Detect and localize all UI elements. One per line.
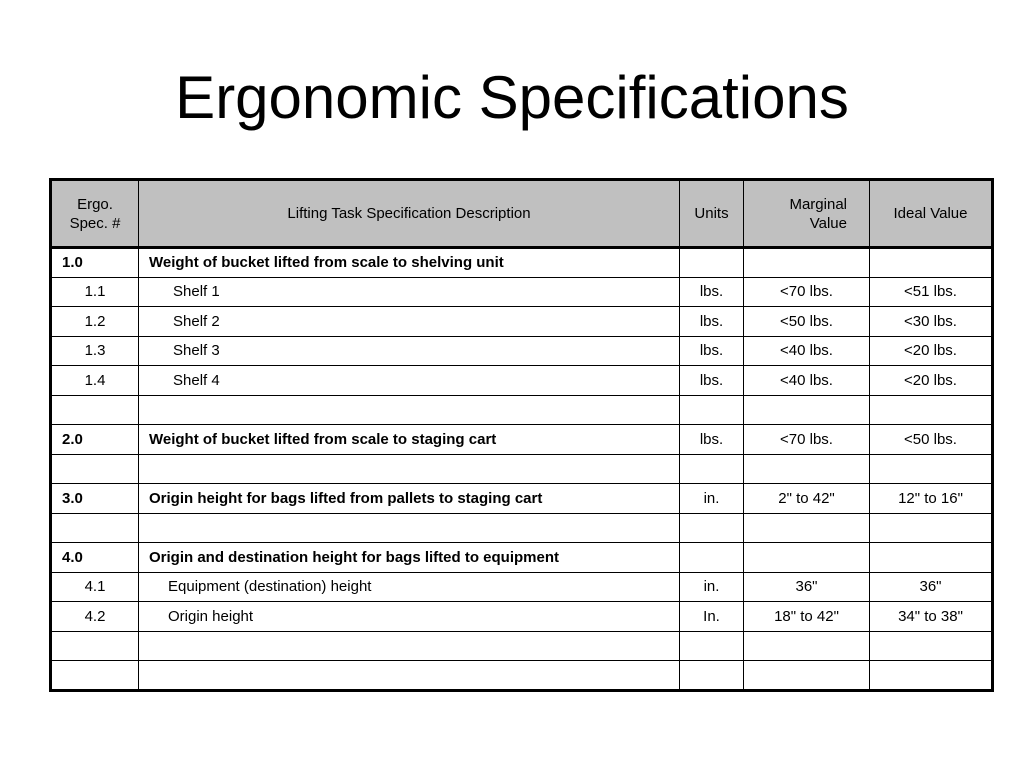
table-row-empty [51,631,993,661]
spec-number-cell [51,513,139,543]
description-cell [139,454,680,484]
marginal-value-cell: <40 lbs. [744,336,870,366]
ideal-value-cell [870,454,993,484]
description-cell: Shelf 3 [139,336,680,366]
table-row-empty [51,513,993,543]
ideal-value-cell: <30 lbs. [870,307,993,337]
table-row [51,277,993,307]
ideal-value-cell: <51 lbs. [870,277,993,307]
table-row [51,366,993,396]
marginal-value-cell: <40 lbs. [744,366,870,396]
ergonomic-spec-table [49,178,994,692]
description-cell: Shelf 2 [139,307,680,337]
description-cell: Origin height [139,602,680,632]
units-cell: lbs. [680,336,744,366]
table-row-empty [51,454,993,484]
table-row-empty [51,395,993,425]
units-cell: lbs. [680,366,744,396]
units-cell [680,454,744,484]
ideal-value-cell: <20 lbs. [870,366,993,396]
units-cell: lbs. [680,277,744,307]
marginal-value-cell: <50 lbs. [744,307,870,337]
slide-title: Ergonomic Specifications [175,64,849,131]
marginal-value-cell: 36" [744,572,870,602]
units-cell [680,631,744,661]
units-cell: in. [680,572,744,602]
units-cell [680,395,744,425]
description-cell [139,661,680,691]
ideal-value-cell: 12" to 16" [870,484,993,514]
units-cell: lbs. [680,425,744,455]
marginal-value-cell [744,454,870,484]
table-row [51,425,993,455]
spec-number-cell: 1.0 [51,248,139,278]
spec-number-cell [51,631,139,661]
description-cell: Weight of bucket lifted from scale to staging cart [139,425,680,455]
ideal-value-cell: 34" to 38" [870,602,993,632]
units-cell [680,661,744,691]
marginal-value-cell: 18" to 42" [744,602,870,632]
spec-number-cell: 1.4 [51,366,139,396]
marginal-value-cell [744,543,870,573]
ideal-value-cell [870,395,993,425]
description-cell: Weight of bucket lifted from scale to shelving unit [139,248,680,278]
spec-number-cell: 1.1 [51,277,139,307]
description-cell [139,513,680,543]
ideal-value-cell [870,543,993,573]
description-cell [139,395,680,425]
table-row [51,572,993,602]
table-row-empty [51,661,993,691]
marginal-value-cell [744,395,870,425]
table-row [51,336,993,366]
ideal-value-cell: <20 lbs. [870,336,993,366]
description-cell: Origin and destination height for bags lifted to equipment [139,543,680,573]
table-row [51,484,993,514]
table-header-row [51,180,993,248]
table-row [51,307,993,337]
table-row [51,248,993,278]
ideal-value-cell [870,513,993,543]
description-cell: Shelf 1 [139,277,680,307]
marginal-value-cell [744,248,870,278]
spec-number-cell [51,454,139,484]
ideal-value-cell [870,661,993,691]
ideal-value-cell [870,631,993,661]
header-ideal-value: Ideal Value [870,180,993,248]
description-cell: Shelf 4 [139,366,680,396]
header-spec-number: Ergo. Spec. # [51,180,139,248]
spec-number-cell: 4.2 [51,602,139,632]
marginal-value-cell [744,631,870,661]
description-cell: Origin height for bags lifted from pallets to staging cart [139,484,680,514]
ideal-value-cell: <50 lbs. [870,425,993,455]
header-marginal-value: Marginal Value [744,180,870,248]
units-cell: In. [680,602,744,632]
marginal-value-cell [744,661,870,691]
spec-number-cell: 4.1 [51,572,139,602]
ideal-value-cell [870,248,993,278]
marginal-value-cell: <70 lbs. [744,425,870,455]
units-cell: lbs. [680,307,744,337]
header-units: Units [680,180,744,248]
table-row [51,543,993,573]
marginal-value-cell: <70 lbs. [744,277,870,307]
units-cell [680,513,744,543]
spec-number-cell: 3.0 [51,484,139,514]
units-cell: in. [680,484,744,514]
header-description: Lifting Task Specification Description [139,180,680,248]
spec-number-cell [51,395,139,425]
spec-number-cell [51,661,139,691]
spec-number-cell: 1.2 [51,307,139,337]
spec-number-cell: 1.3 [51,336,139,366]
spec-number-cell: 4.0 [51,543,139,573]
ideal-value-cell: 36" [870,572,993,602]
spec-number-cell: 2.0 [51,425,139,455]
description-cell: Equipment (destination) height [139,572,680,602]
marginal-value-cell [744,513,870,543]
units-cell [680,248,744,278]
marginal-value-cell: 2" to 42" [744,484,870,514]
table-row [51,602,993,632]
units-cell [680,543,744,573]
description-cell [139,631,680,661]
